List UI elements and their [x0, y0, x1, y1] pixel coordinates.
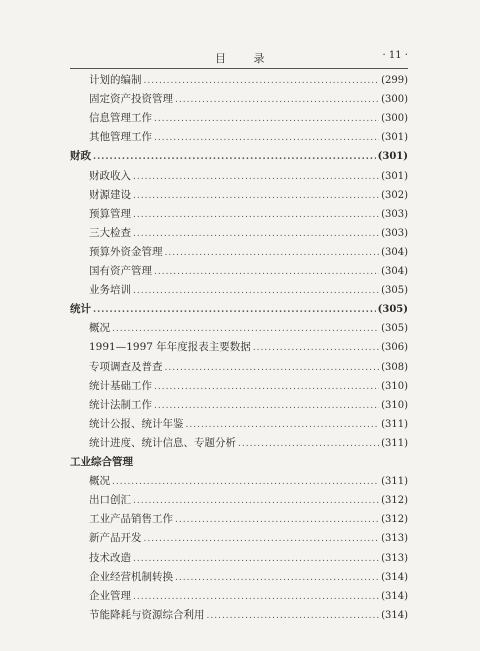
- toc-label: 1991—1997 年年度报表主要数据: [89, 341, 251, 354]
- dot-leader: [112, 475, 379, 490]
- toc-entry: [89, 435, 408, 452]
- toc-entry: [89, 530, 408, 547]
- dot-leader: [253, 341, 379, 356]
- dot-leader: [165, 361, 380, 376]
- dot-leader: [175, 93, 379, 108]
- toc-label: 新产品开发: [89, 532, 142, 545]
- toc-section: [70, 148, 408, 165]
- toc-label: 其他管理工作: [89, 131, 152, 144]
- dot-leader: [186, 418, 380, 433]
- toc-label: 财政: [70, 150, 91, 163]
- toc-page-ref: (304): [381, 246, 408, 258]
- toc-page-ref: (313): [381, 552, 408, 564]
- toc-page-ref: (301): [381, 132, 408, 144]
- dot-leader: [133, 227, 379, 242]
- toc-page-ref: (306): [381, 342, 408, 354]
- dot-leader: [154, 112, 379, 127]
- toc-label: 三大检查: [89, 226, 131, 239]
- toc-entry: [89, 511, 408, 528]
- toc-page-ref: (300): [381, 113, 408, 125]
- toc-label: 概况: [89, 322, 110, 335]
- toc-label: 统计: [70, 303, 91, 316]
- toc-entry: [89, 569, 408, 586]
- toc-page-ref: (299): [381, 75, 408, 86]
- dot-leader: [207, 609, 380, 624]
- toc-page-ref: (302): [381, 189, 408, 201]
- dot-leader: [144, 532, 380, 547]
- toc-label: 统计进度、统计信息、专题分析: [89, 436, 236, 449]
- toc-label: 统计法制工作: [89, 398, 152, 411]
- toc-label: 统计公报、统计年鉴: [89, 417, 184, 430]
- toc-page-ref: (310): [381, 399, 408, 411]
- toc-label: 工业产品销售工作: [89, 513, 173, 526]
- toc-page-ref: (303): [381, 227, 408, 239]
- toc-page-ref: (311): [381, 476, 408, 488]
- page-header: [70, 50, 408, 66]
- dot-leader: [93, 150, 376, 165]
- toc-entry: [89, 588, 408, 605]
- toc-page-ref: (305): [381, 285, 408, 297]
- toc-label: 预算管理: [89, 207, 131, 220]
- toc-entry: [89, 492, 408, 509]
- toc-entry: [89, 206, 408, 223]
- toc-entry: [89, 339, 408, 356]
- toc-label: 信息管理工作: [89, 112, 152, 125]
- header-rule: [70, 68, 408, 69]
- toc-page-ref: (312): [381, 495, 408, 507]
- dot-leader: [112, 322, 379, 337]
- toc-label: 财政收入: [89, 169, 131, 182]
- toc-section: [70, 301, 408, 318]
- toc-entry: [89, 225, 408, 242]
- toc-page-ref: (301): [377, 151, 408, 163]
- toc-entry: [89, 550, 408, 567]
- toc-page-ref: (311): [381, 437, 408, 449]
- dot-leader: [133, 189, 379, 204]
- toc-page-ref: (311): [381, 418, 408, 430]
- dot-leader: [154, 399, 379, 414]
- toc-entry: [89, 187, 408, 204]
- toc-entry: [89, 110, 408, 127]
- toc-label: 企业管理: [89, 589, 131, 602]
- dot-leader: [175, 513, 379, 528]
- toc-page-ref: (314): [381, 571, 408, 583]
- toc-entry: [89, 168, 408, 185]
- toc-entry: [89, 378, 408, 395]
- dot-leader: [144, 74, 380, 89]
- dot-leader: [133, 494, 379, 509]
- dot-leader: [93, 303, 376, 318]
- toc-entry: [89, 416, 408, 433]
- toc-page-ref: (313): [381, 533, 408, 545]
- toc-page-ref: (301): [381, 170, 408, 182]
- dot-leader: [165, 246, 380, 261]
- toc-entry: [89, 607, 408, 624]
- toc-label: 国有资产管理: [89, 265, 152, 277]
- toc-label: 业务培训: [89, 284, 131, 297]
- toc-page-ref: (310): [381, 380, 408, 392]
- dot-leader: [133, 284, 379, 299]
- dot-leader: [238, 437, 379, 452]
- toc-label: 工业综合管理: [70, 456, 133, 468]
- toc-page-ref: (314): [381, 609, 408, 621]
- toc-label: 技术改造: [89, 551, 131, 564]
- toc-page-ref: (305): [377, 304, 408, 316]
- toc-page-ref: (304): [381, 266, 408, 277]
- dot-leader: [175, 571, 379, 586]
- toc-entry: [89, 263, 408, 280]
- toc-page-ref: (308): [381, 361, 408, 373]
- toc-label: 计划的编制: [89, 74, 142, 86]
- toc-page-ref: (312): [381, 514, 408, 526]
- page-number: · 11 ·: [382, 50, 408, 61]
- toc-label: 节能降耗与资源综合利用: [89, 608, 205, 621]
- toc-entry: [89, 473, 408, 490]
- toc-label: 预算外资金管理: [89, 245, 163, 258]
- toc-section: [70, 454, 408, 471]
- toc-label: 财源建设: [89, 188, 131, 201]
- toc-entry: [89, 91, 408, 108]
- dot-leader: [133, 170, 379, 185]
- toc-label: 固定资产投资管理: [89, 93, 173, 106]
- toc-label: 出口创汇: [89, 494, 131, 507]
- toc-entry: [89, 359, 408, 376]
- toc-page-ref: (305): [381, 323, 408, 335]
- toc-entry: [89, 244, 408, 261]
- dot-leader: [133, 590, 379, 605]
- toc-entry: [89, 282, 408, 299]
- toc-label: 统计基础工作: [89, 379, 152, 392]
- dot-leader: [154, 380, 379, 395]
- toc-entry: [89, 129, 408, 146]
- dot-leader: [154, 131, 379, 146]
- toc-entry: [89, 397, 408, 414]
- toc-label: 企业经营机制转换: [89, 570, 173, 583]
- dot-leader: [154, 265, 379, 280]
- page-title: 目 录: [215, 52, 277, 65]
- toc-entry: [89, 72, 408, 89]
- dot-leader: [133, 552, 379, 567]
- toc-entry: [89, 320, 408, 337]
- dot-leader: [133, 208, 379, 223]
- toc-label: 概况: [89, 475, 110, 488]
- toc-page-ref: (314): [381, 590, 408, 602]
- toc-page-ref: (303): [381, 208, 408, 220]
- toc-page-ref: (300): [381, 94, 408, 106]
- toc-label: 专项调查及普查: [89, 360, 163, 373]
